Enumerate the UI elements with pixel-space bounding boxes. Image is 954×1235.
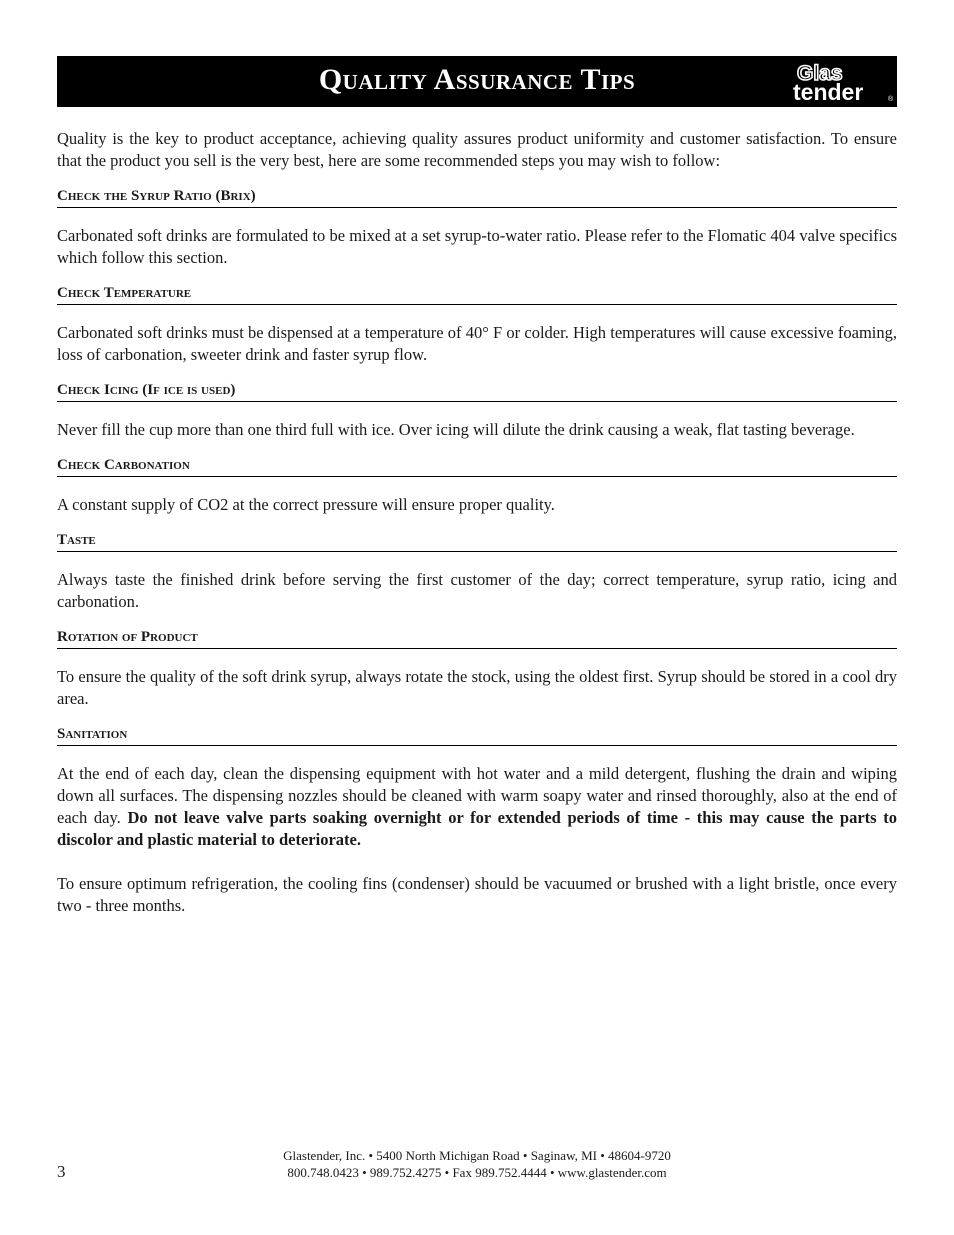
glastender-logo — [791, 60, 895, 104]
page-title: Quality Assurance Tips — [318, 63, 636, 96]
section-body: A constant supply of CO2 at the correct pressure will ensure proper quality. — [57, 495, 555, 514]
page — [57, 56, 897, 917]
section-body-text: At the end of each day, clean the dispensing equipment with hot water and a mild detergent, flushing the drain and wiping down all surfaces. The dispensing nozzles should be cleaned with warm soapy water and rinsed thoroughly, also at the end of each day. — [57, 764, 897, 827]
footer — [0, 1147, 954, 1181]
section-body: Never fill the cup more than one third full with ice. Over icing will dilute the drink causing a weak, flat tasting beverage. — [57, 420, 855, 439]
footer-contact: 800.748.0423 • 989.752.4275 • Fax 989.752.4444 • www.glastender.com — [287, 1165, 667, 1180]
intro-paragraph: Quality is the key to product acceptance, achieving quality assures product uniformity and customer satisfaction. To ensure that the product you sell is the very best, here are some recommended steps you may wish to follow: — [57, 129, 897, 170]
title-bar — [57, 56, 897, 107]
warning-text: Do not leave valve parts soaking overnight or for extended periods of time - this may cause the parts to discolor and plastic material to deteriorate. — [57, 808, 897, 849]
section-carbonation — [57, 455, 897, 516]
section-heading: Taste — [57, 530, 897, 552]
section-sanitation — [57, 724, 897, 851]
svg-text:Glas: Glas — [797, 62, 843, 85]
section-heading: Sanitation — [57, 724, 897, 746]
page-number: 3 — [57, 1162, 66, 1181]
svg-text:tender: tender — [793, 79, 864, 104]
svg-text:®: ® — [888, 96, 894, 103]
section-heading: Check Temperature — [57, 283, 897, 305]
section-rotation — [57, 627, 897, 710]
section-body — [57, 763, 897, 851]
section-body: Carbonated soft drinks must be dispensed at a temperature of 40° F or colder. High temperatures will cause excessive foaming, loss of carbonation, sweeter drink and faster syrup flow. — [57, 323, 897, 364]
section-heading: Rotation of Product — [57, 627, 897, 649]
section-body: To ensure the quality of the soft drink syrup, always rotate the stock, using the oldest first. Syrup should be stored in a cool dry area. — [57, 667, 897, 708]
section-heading: Check the Syrup Ratio (Brix) — [57, 186, 897, 208]
section-syrup-ratio — [57, 186, 897, 269]
closing-paragraph: To ensure optimum refrigeration, the cooling fins (condenser) should be vacuumed or brushed with a light bristle, once every two - three months. — [57, 874, 897, 915]
section-heading: Check Icing (If ice is used) — [57, 380, 897, 402]
section-heading: Check Carbonation — [57, 455, 897, 477]
footer-address: Glastender, Inc. • 5400 North Michigan Road • Saginaw, MI • 48604-9720 — [283, 1148, 671, 1163]
section-body: Always taste the finished drink before serving the first customer of the day; correct temperature, syrup ratio, icing and carbonation. — [57, 570, 897, 611]
section-taste — [57, 530, 897, 613]
section-body: Carbonated soft drinks are formulated to be mixed at a set syrup-to-water ratio. Please refer to the Flomatic 404 valve specifics which follow this section. — [57, 226, 897, 267]
section-temperature — [57, 283, 897, 366]
section-icing — [57, 380, 897, 441]
